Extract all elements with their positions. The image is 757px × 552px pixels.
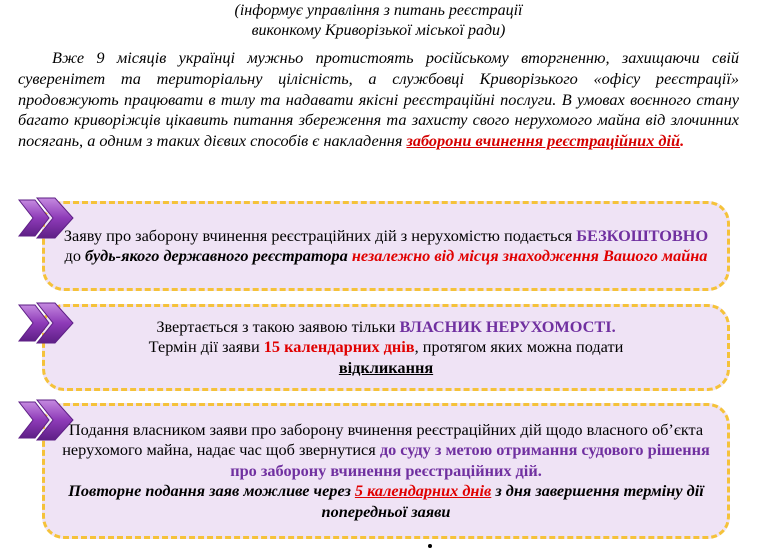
box2-text-3: , протягом яких можна подати	[414, 337, 624, 357]
box2-owner: ВЛАСНИК НЕРУХОМОСТІ.	[399, 316, 616, 336]
purple-arrow-icon	[17, 301, 75, 345]
header-line-2: виконкому Криворізької міської ради)	[251, 22, 506, 39]
box2-revocation: відкликання	[338, 357, 434, 377]
box2-text-2: Термін дії заяви	[148, 337, 264, 357]
intro-paragraph	[18, 48, 739, 152]
box3-court: до суду з метою отримання судового рішення про заборону вчинення реєстраційних дій.	[230, 440, 710, 480]
purple-arrow-icon	[17, 398, 75, 442]
box1-text-1: Заяву про заборону вчинення реєстраційних дій з нерухомістю подається	[63, 225, 577, 245]
box1-registrar: будь-якого державного реєстратора	[85, 246, 348, 265]
box3-days: 5 календарних днів	[354, 481, 492, 501]
box2-days: 15 календарних днів	[263, 337, 415, 357]
info-box-court-text	[45, 420, 727, 523]
intro-highlight: заборони вчинення реєстраційних дій	[406, 131, 681, 151]
info-box-fee-text	[45, 226, 727, 267]
purple-arrow-icon	[17, 196, 75, 240]
info-box-fee	[42, 201, 730, 291]
box3-text-3: з дня завершення терміну дії попередньої заяви	[321, 481, 704, 521]
box3-text-1: Подання власником заяви про заборону вчинення реєстраційних дій щодо власного об’єкта нерухомого майна, надає час щоб звернутися	[62, 419, 704, 460]
box3-text-2: Повторне подання заяв можливе через	[68, 481, 355, 501]
header-line-1: (інформує управління з питань реєстрації	[234, 2, 523, 19]
box1-location: незалежно від місця знаходження Вашого майна	[351, 246, 708, 265]
header-subtitle	[0, 1, 757, 41]
box2-text-1: Звертається з такою заявою тільки	[156, 316, 400, 336]
info-box-owner	[42, 304, 730, 391]
box1-free: БЕЗКОШТОВНО	[576, 225, 709, 245]
info-box-owner-text	[133, 317, 640, 379]
intro-end: .	[680, 131, 685, 151]
info-box-court	[42, 403, 730, 539]
intro-text: Вже 9 місяців українці мужньо протистоять російському вторгненню, захищаючи свій суверенітет та територіальну цілісність, а службовці Криворізького «офісу реєстрації» продовжують працювати в тилу та надавати якісні реєстраційні послуги. В умовах воєнного стану багато криворіжців цікавить питання збереження та захисту свого нерухомого майна від злочинних посягань, а одним з таких дієвих способів є накладення	[18, 48, 739, 151]
stray-mark	[428, 544, 432, 548]
box1-text-2: до	[64, 246, 86, 265]
